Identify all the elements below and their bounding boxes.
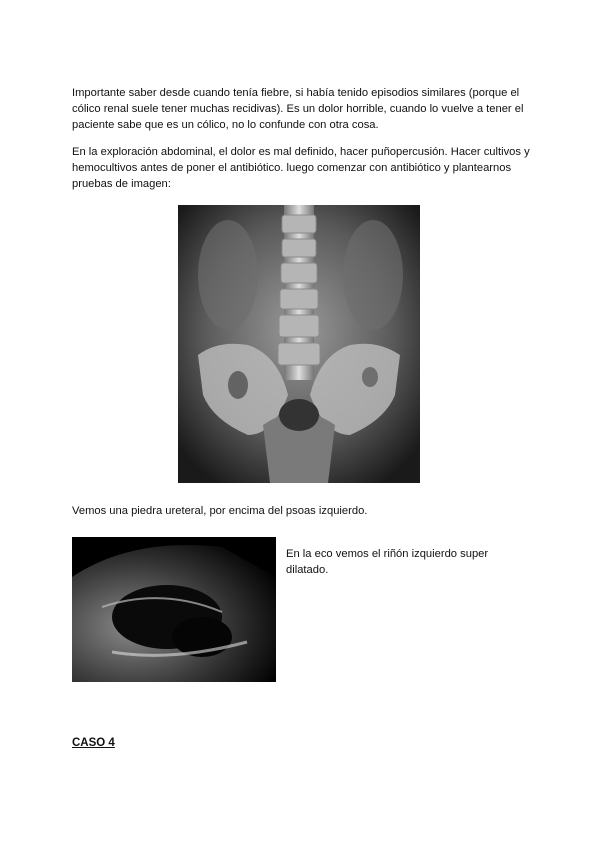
ultrasound-image	[72, 537, 276, 682]
paragraph-xray-finding: Vemos una piedra ureteral, por encima del psoas izquierdo.	[72, 505, 368, 517]
paragraph-history: Importante saber desde cuando tenía fiebre, si había tenido episodios similares (porque el cólico renal suele tener muchas recidivas). Es un dolor horrible, cuando lo vuelve a tener el paciente sabe que es un cólico, no lo confunde con otra cosa.	[72, 87, 524, 131]
ultrasound-caption: En la eco vemos el riñón izquierdo super dilatado.	[286, 548, 489, 576]
section-heading: CASO 4	[72, 737, 115, 749]
paragraph-exploration: En la exploración abdominal, el dolor es mal definido, hacer puñopercusión. Hacer cultivos y hemocultivos antes de poner el antibiótico. luego comenzar con antibiótico y plantearnos pruebas de imagen:	[72, 146, 530, 190]
abdominal-xray-image	[178, 205, 420, 483]
